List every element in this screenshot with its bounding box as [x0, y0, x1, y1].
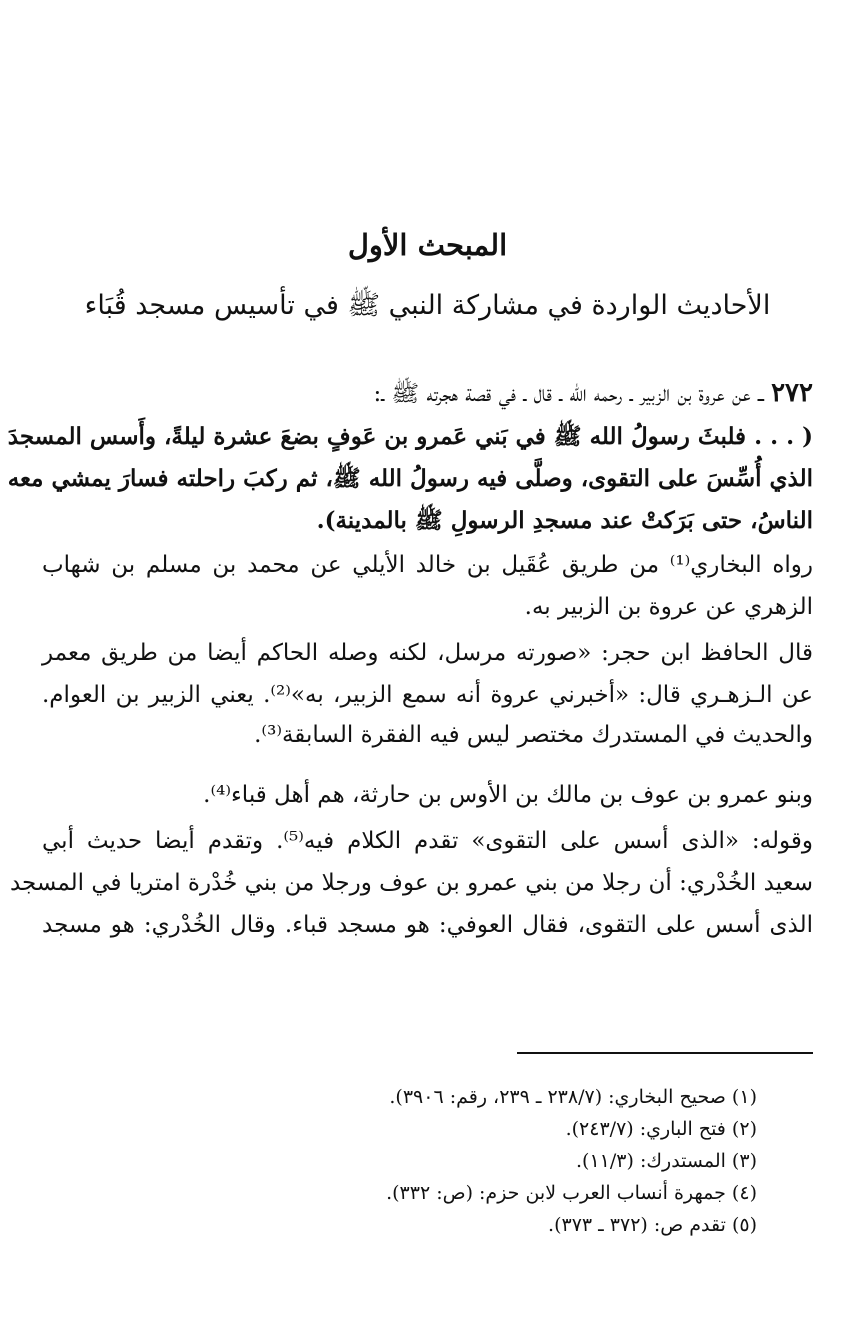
hadith-number: ٢٧٢: [771, 378, 813, 408]
footnote: (٢) فتح الباري: (٢٤٣/٧).: [565, 1118, 757, 1140]
hadith-text-line: ( . . . فلبثَ رسولُ الله ﷺ في بَني عَمرو بن عَوفٍ بضعَ عشرة ليلةً، وأَسس المسجدَ: [7, 423, 813, 450]
body-line: وقوله: «الذى أسس على التقوى» تقدم الكلام فيه⁽⁵⁾. وتقدم أيضا حديث أبي: [42, 828, 813, 854]
footnote: (٤) جمهرة أنساب العرب لابن حزم: (ص: ٣٣٢).: [386, 1182, 757, 1204]
body-line: وبنو عمرو بن عوف بن مالك بن الأوس بن حارثة، هم أهل قباء⁽⁴⁾.: [203, 782, 813, 808]
body-line: عن الـزهـري قال: «أخبرني عروة أنه سمع الزبير، به»⁽²⁾. يعني الزبير بن العوام.: [42, 682, 813, 708]
footnote: (٣) المستدرك: (١١/٣).: [576, 1150, 757, 1172]
footnote: (١) صحيح البخاري: (٢٣٨/٧ ـ ٢٣٩، رقم: ٣٩٠٦).: [389, 1086, 757, 1108]
section-subtitle: الأحاديث الواردة في مشاركة النبي ﷺ في تأسيس مسجد قُبَاء: [84, 290, 771, 321]
hadith-text-line: الذي أُسِّسَ على التقوى، وصلَّى فيه رسولُ الله ﷺ، ثم ركبَ راحلته فسارَ يمشي معه: [7, 465, 813, 492]
hadith-intro: عن عروة بن الزبير ـ رحمه الله ـ قال ـ في قصة هجرته ﷺ ـ:: [373, 381, 751, 407]
hadith-intro-line: [42, 378, 813, 413]
section-heading: المبحث الأول: [347, 228, 508, 262]
body-line: رواه البخاري⁽¹⁾ من طريق عُقَيل بن خالد الأيلي عن محمد بن مسلم بن شهاب: [42, 552, 813, 578]
body-line: والحديث في المستدرك مختصر ليس فيه الفقرة السابقة⁽³⁾.: [254, 722, 813, 748]
body-line: سعيد الخُدْري: أن رجلا من بني عمرو بن عوف ورجلا من بني خُدْرة امتريا في المسجد: [9, 870, 813, 896]
body-line: قال الحافظ ابن حجر: «صورته مرسل، لكنه وصله الحاكم أيضا من طريق معمر: [42, 640, 813, 666]
body-line: الزهري عن عروة بن الزبير به.: [524, 594, 813, 620]
hadith-text-line: الناسُ، حتى بَرَكتْ عند مسجدِ الرسولِ ﷺ بالمدينة).: [316, 507, 813, 534]
hadith-dash: ــ: [750, 381, 772, 407]
footnote-divider: [517, 1052, 813, 1054]
body-line: الذى أسس على التقوى، فقال العوفي: هو مسجد قباء. وقال الخُدْري: هو مسجد: [42, 912, 813, 938]
footnote: (٥) تقدم ص: (٣٧٢ ـ ٣٧٣).: [548, 1214, 757, 1236]
